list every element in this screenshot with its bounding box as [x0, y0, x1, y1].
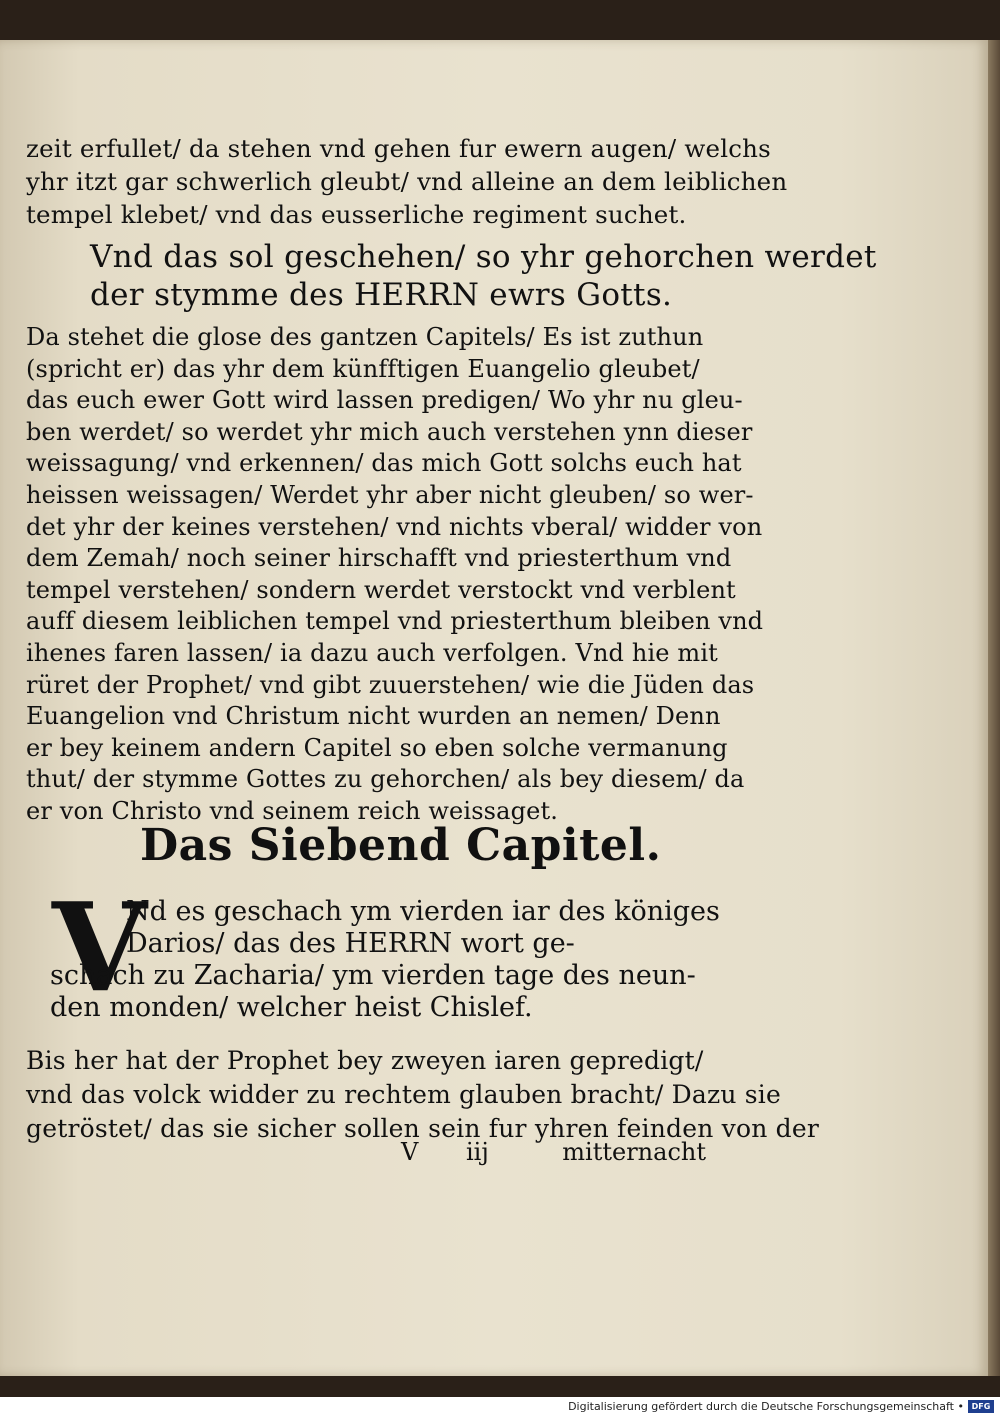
- text-line: schach zu Zacharia/ ym vierden tage des neun-: [50, 960, 696, 991]
- opening-lines: [50, 896, 720, 1024]
- text-line: rüret der Prophet/ vnd gibt zuuerstehen/ wie die Jüden das: [26, 670, 755, 699]
- text-line: Vnd das sol geschehen/ so yhr gehorchen werdet: [90, 239, 877, 275]
- page-edge: [988, 40, 1000, 1376]
- signature-number: iij: [466, 1138, 489, 1166]
- funding-credit-text: Digitalisierung gefördert durch die Deutsche Forschungsgemeinschaft: [568, 1400, 954, 1413]
- funding-credit: [568, 1400, 964, 1413]
- paragraph-3-commentary: [26, 322, 764, 828]
- text-line: den monden/ welcher heist Chislef.: [50, 992, 533, 1023]
- book-page: [0, 40, 988, 1376]
- text-line: yhr itzt gar schwerlich gleubt/ vnd alleine an dem leiblichen: [26, 167, 788, 196]
- paragraph-1: [26, 132, 788, 231]
- text-line: det yhr der keines verstehen/ vnd nichts vberal/ widder von: [26, 512, 763, 541]
- text-line: auff diesem leiblichen tempel vnd priesterthum bleiben vnd: [26, 607, 764, 636]
- text-line: Euangelion vnd Christum nicht wurden an nemen/ Denn: [26, 702, 721, 731]
- text-line: vnd das volck widder zu rechtem glauben bracht/ Dazu sie: [26, 1080, 781, 1109]
- text-line: getröstet/ das sie sicher sollen sein fur yhren feinden von der: [26, 1114, 820, 1143]
- catchword: mitternacht: [562, 1138, 706, 1166]
- separator-dot: •: [957, 1400, 964, 1413]
- text-line: ihenes faren lassen/ ia dazu auch verfolgen. Vnd hie mit: [26, 638, 718, 667]
- text-line: der stymme des HERRN ewrs Gotts.: [90, 277, 673, 313]
- drop-cap-initial: V: [52, 875, 147, 1019]
- signature-mark: V: [401, 1138, 419, 1166]
- text-line: thut/ der stymme Gottes zu gehorchen/ als bey diesem/ da: [26, 765, 745, 794]
- text-line: Nd es geschach ym vierden iar des königes: [126, 896, 720, 927]
- text-line: Darios/ das des HERRN wort ge-: [126, 928, 575, 959]
- text-line: weissagung/ vnd erkennen/ das mich Gott solchs euch hat: [26, 449, 742, 478]
- text-line: er von Christo vnd seinem reich weissaget.: [26, 796, 559, 825]
- chapter-heading: Das Siebend Capitel.: [140, 820, 662, 871]
- text-line: tempel verstehen/ sondern werdet verstockt vnd verblent: [26, 575, 736, 604]
- footer-bar: [0, 1397, 1000, 1417]
- text-line: (spricht er) das yhr dem künfftigen Euangelio gleubet/: [26, 354, 700, 383]
- paragraph-4: [26, 1044, 820, 1146]
- text-line: Da stehet die glose des gantzen Capitels/ Es ist zuthun: [26, 323, 704, 351]
- text-line: tempel klebet/ vnd das eusserliche regiment suchet.: [26, 200, 687, 229]
- text-line: er bey keinem andern Capitel so eben solche vermanung: [26, 733, 728, 762]
- text-line: das euch ewer Gott wird lassen predigen/ Wo yhr nu gleu-: [26, 386, 743, 415]
- text-line: heissen weissagen/ Werdet yhr aber nicht gleuben/ so wer-: [26, 480, 754, 509]
- dfg-logo-icon: DFG: [968, 1400, 994, 1413]
- text-line: dem Zemah/ noch seiner hirschafft vnd priesterthum vnd: [26, 544, 732, 573]
- paragraph-2-verse: [90, 238, 877, 314]
- text-line: zeit erfullet/ da stehen vnd gehen fur ewern augen/ welchs: [26, 134, 771, 163]
- text-line: ben werdet/ so werdet yhr mich auch verstehen ynn dieser: [26, 417, 753, 446]
- text-line: Bis her hat der Prophet bey zweyen iaren gepredigt/: [26, 1046, 704, 1075]
